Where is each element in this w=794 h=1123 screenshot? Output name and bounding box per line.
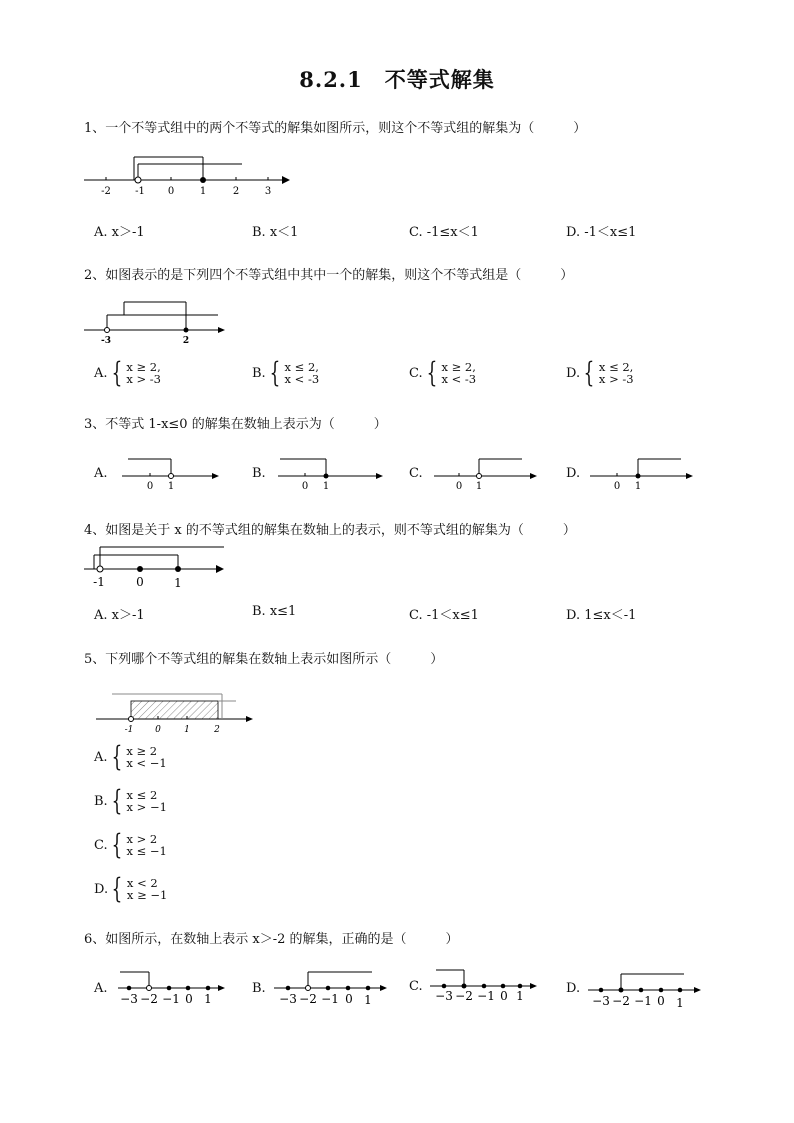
q6-tick-label: −3 <box>279 992 297 1006</box>
q4-option-b[interactable]: B. x≤1 <box>252 604 297 619</box>
q3-option-b-label[interactable]: B. <box>252 466 266 481</box>
q6-tick-label: −1 <box>634 994 652 1008</box>
q2-number-line <box>84 298 234 346</box>
q5-option-a[interactable] <box>94 740 167 773</box>
q6-option-b-number-line[interactable] <box>272 968 402 1008</box>
inequality-line: x > -3 <box>598 372 634 386</box>
option-letter: D. <box>566 365 581 381</box>
question-6-stem: 6、如图所示，在数轴上表示 x＞-2 的解集，正确的是（ ） <box>84 932 459 947</box>
q4-tick-label: 0 <box>136 575 144 589</box>
option-letter: B. <box>252 365 266 381</box>
q6-tick-label: −2 <box>140 992 158 1006</box>
q6-tick-label: 0 <box>185 992 193 1006</box>
brace-icon: { <box>111 740 122 773</box>
q1-option-c[interactable]: C. -1≤x＜1 <box>409 225 479 240</box>
inequality-line: x ≥ −1 <box>126 888 168 902</box>
q6-tick-label: −3 <box>435 989 453 1003</box>
q2-option-c[interactable] <box>409 356 477 389</box>
inequality-line: x ≤ 2, <box>284 360 319 374</box>
inequality-line: x ≤ 2 <box>126 788 158 802</box>
q6-tick-label: 1 <box>516 989 524 1003</box>
page-title: 8.2.1 不等式解集 <box>299 67 495 92</box>
q1-tick-label: -1 <box>135 186 145 197</box>
q3-tick-label: 0 <box>455 481 463 492</box>
q6-option-c-number-line[interactable] <box>428 966 548 1006</box>
q3-tick-label: 0 <box>301 481 309 492</box>
inequality-line: x < -3 <box>441 372 477 386</box>
inequality-line: x ≥ 2, <box>441 360 476 374</box>
q6-tick-label: −2 <box>612 994 630 1008</box>
q6-tick-label: −1 <box>321 992 339 1006</box>
q3-option-a-label[interactable]: A. <box>94 466 108 481</box>
option-letter: A. <box>94 365 108 381</box>
brace-icon: { <box>111 356 122 389</box>
inequality-line: x < −1 <box>126 756 167 770</box>
inequality-line: x ≤ −1 <box>126 844 167 858</box>
q6-tick-label: −1 <box>477 989 495 1003</box>
q4-tick-label: 1 <box>174 576 182 590</box>
q6-option-b-label[interactable]: B. <box>252 981 266 996</box>
q6-tick-label: −2 <box>455 989 473 1003</box>
q6-tick-label: −1 <box>162 992 180 1006</box>
q5-tick-label: 2 <box>214 725 220 735</box>
q3-tick-label: 1 <box>475 481 483 492</box>
q1-tick-label: 2 <box>232 186 240 197</box>
question-5-stem: 5、下列哪个不等式组的解集在数轴上表示如图所示（ ） <box>84 652 444 667</box>
q4-tick-label: -1 <box>93 575 105 589</box>
question-4-stem: 4、如图是关于 x 的不等式组的解集在数轴上的表示，则不等式组的解集为（ ） <box>84 523 576 538</box>
q3-option-a-number-line[interactable] <box>120 456 230 492</box>
brace-icon: { <box>111 828 122 861</box>
q6-tick-label: −2 <box>299 992 317 1006</box>
inequality-line: x < 2 <box>126 876 158 890</box>
q1-tick-label: 0 <box>167 186 175 197</box>
option-letter: C. <box>409 365 423 381</box>
q2-tick-label: 2 <box>182 336 190 346</box>
q6-tick-label: 1 <box>364 993 372 1007</box>
q1-tick-label: -2 <box>101 186 111 197</box>
q6-option-d-label[interactable]: D. <box>566 981 581 996</box>
q5-option-d[interactable] <box>94 872 168 905</box>
q3-tick-label: 1 <box>322 481 330 492</box>
brace-icon: { <box>111 872 123 905</box>
inequality-line: x ≥ 2 <box>126 744 158 758</box>
q5-option-c[interactable] <box>94 828 167 861</box>
q6-tick-label: 0 <box>657 994 665 1008</box>
q3-option-b-number-line[interactable] <box>276 456 396 492</box>
q3-option-d-number-line[interactable] <box>588 456 708 492</box>
brace-icon: { <box>583 356 595 389</box>
option-letter: A. <box>94 749 108 765</box>
q2-tick-label: -3 <box>101 336 111 346</box>
inequality-line: x > −1 <box>126 800 167 814</box>
q6-tick-label: −3 <box>592 994 610 1008</box>
q6-option-a-number-line[interactable] <box>114 968 234 1008</box>
q6-tick-label: −3 <box>120 992 138 1006</box>
q3-tick-label: 1 <box>634 481 642 492</box>
q1-option-b[interactable]: B. x＜1 <box>252 225 299 240</box>
q6-tick-label: 0 <box>500 989 508 1003</box>
q1-number-line <box>82 156 302 196</box>
q1-tick-label: 1 <box>199 186 207 197</box>
q3-tick-label: 0 <box>146 481 154 492</box>
inequality-line: x > -3 <box>126 372 161 386</box>
q5-tick-label: -1 <box>124 725 134 735</box>
q2-option-d[interactable] <box>566 356 634 389</box>
question-2-stem: 2、如图表示的是下列四个不等式组中其中一个的解集，则这个不等式组是（ ） <box>84 268 574 283</box>
inequality-line: x ≥ 2, <box>126 360 161 374</box>
q4-number-line <box>84 545 234 591</box>
q5-tick-label: 0 <box>155 725 161 735</box>
question-1-stem: 1、一个不等式组中的两个不等式的解集如图所示，则这个不等式组的解集为（ ） <box>84 121 587 136</box>
q1-option-a[interactable]: A. x＞-1 <box>94 225 145 240</box>
q2-option-b[interactable] <box>252 356 320 389</box>
question-3-stem: 3、不等式 1-x≤0 的解集在数轴上表示为（ ） <box>84 417 387 432</box>
brace-icon: { <box>426 356 437 389</box>
q6-option-a-label[interactable]: A. <box>94 981 108 996</box>
q3-option-c-label[interactable]: C. <box>409 466 423 481</box>
q2-option-a[interactable] <box>94 356 161 389</box>
brace-icon: { <box>111 784 122 817</box>
inequality-line: x ≤ 2, <box>598 360 634 374</box>
q3-tick-label: 0 <box>613 481 621 492</box>
q3-option-d-label[interactable]: D. <box>566 466 581 481</box>
option-letter: B. <box>94 793 108 809</box>
option-letter: C. <box>94 837 108 853</box>
q4-option-a[interactable]: A. x＞-1 <box>94 608 145 623</box>
q1-tick-label: 3 <box>264 186 272 197</box>
brace-icon: { <box>269 356 280 389</box>
inequality-line: x > 2 <box>126 832 158 846</box>
q6-option-d-number-line[interactable] <box>586 968 716 1012</box>
q6-tick-label: 0 <box>345 992 353 1006</box>
q6-tick-label: 1 <box>676 996 684 1010</box>
q3-tick-label: 1 <box>167 481 175 492</box>
q5-tick-label: 1 <box>184 725 190 735</box>
q5-number-line <box>94 692 264 738</box>
inequality-line: x < -3 <box>284 372 320 386</box>
q6-tick-label: 1 <box>204 992 212 1006</box>
q5-option-b[interactable] <box>94 784 167 817</box>
q1-option-d[interactable]: D. -1＜x≤1 <box>566 225 637 240</box>
q6-option-c-label[interactable]: C. <box>409 979 423 994</box>
q4-option-d[interactable]: D. 1≤x＜-1 <box>566 608 637 623</box>
q4-option-c[interactable]: C. -1＜x≤1 <box>409 608 479 623</box>
option-letter: D. <box>94 881 109 897</box>
q3-option-c-number-line[interactable] <box>432 456 552 492</box>
